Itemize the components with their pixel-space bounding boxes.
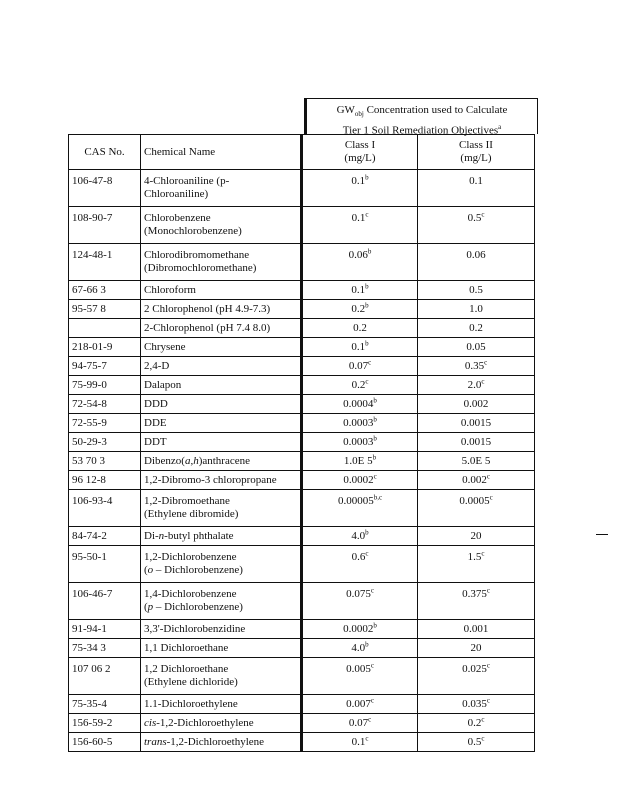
table-row (69, 376, 535, 395)
chemical-name-text: 1,2 Dichloroethane (144, 663, 229, 675)
class1-unit: (mg/L) (344, 152, 376, 164)
cell-cas-number: 124-48-1 (69, 244, 141, 281)
class2-value: 0.0015 (460, 435, 492, 448)
chemical-name-text: Chlorobenzene (144, 212, 211, 224)
cell-class1-value (302, 490, 418, 527)
cell-cas-number: 72-54-8 (69, 395, 141, 414)
class2-footnote: c (486, 695, 490, 704)
cell-chemical-name (141, 658, 302, 695)
class1-value: 1.0E 5 (343, 454, 373, 467)
class2-footnote: c (481, 549, 485, 558)
cell-cas-number: 218-01-9 (69, 338, 141, 357)
class1-footnote: b (367, 247, 372, 256)
class2-value: 2.0 (467, 378, 482, 391)
table-row (69, 639, 535, 658)
chemical-name-text: (Monochlorobenzene) (144, 225, 242, 237)
class1-footnote: b (365, 639, 369, 648)
cell-class2-value (418, 658, 535, 695)
class2-value: 0.2 (469, 321, 483, 334)
table-row (69, 300, 535, 319)
gw-header-text-2: Tier 1 Soil Remediation Objectives (342, 124, 499, 137)
class2-label: Class II (459, 139, 493, 151)
table-row (69, 338, 535, 357)
cell-cas-number: 106-46-7 (69, 583, 141, 620)
class2-value: 0.5 (467, 212, 482, 224)
class1-footnote: b,c (373, 493, 383, 502)
column-header-class1 (302, 135, 418, 170)
chemical-name-italic: a,h (184, 454, 199, 467)
cell-class1-value (302, 300, 418, 319)
class1-footnote: b (373, 433, 377, 442)
cell-class1-value (302, 338, 418, 357)
table-row (69, 452, 535, 471)
table-row (69, 546, 535, 583)
cell-class2-value (418, 319, 535, 338)
chemical-name-line1 (144, 322, 297, 335)
chemical-name-line1 (144, 474, 297, 487)
table-row (69, 244, 535, 281)
chemical-name-line1 (144, 284, 297, 297)
class1-value: 0.075 (346, 588, 371, 600)
cell-chemical-name (141, 338, 302, 357)
cell-cas-number: 50-29-3 (69, 433, 141, 452)
class2-footnote: c (486, 586, 490, 595)
table-row (69, 620, 535, 639)
class1-value: 0.06 (348, 249, 368, 261)
cell-class1-value (302, 414, 418, 433)
class1-value: 0.2 (353, 321, 367, 334)
cell-class2-value (418, 433, 535, 452)
chemical-name-line1 (144, 398, 297, 411)
class1-value: 0.005 (346, 663, 371, 675)
cell-cas-number: 91-94-1 (69, 620, 141, 639)
cell-chemical-name (141, 207, 302, 244)
class2-value: 0.0005 (459, 495, 490, 507)
cell-cas-number: 72-55-9 (69, 414, 141, 433)
cell-class2-value (418, 546, 535, 583)
cell-chemical-name (141, 376, 302, 395)
class1-footnote: c (373, 471, 377, 480)
cell-class1-value (302, 319, 418, 338)
cell-chemical-name (141, 695, 302, 714)
cell-chemical-name (141, 300, 302, 319)
class1-value: 0.2 (351, 378, 366, 391)
cell-cas-number: 84-74-2 (69, 527, 141, 546)
class2-value: 0.001 (463, 622, 489, 635)
cell-chemical-name (141, 281, 302, 300)
gw-header-superscript: a (498, 123, 502, 132)
chemical-name-text: -1,2-Dichloroethylene (166, 735, 265, 748)
class2-value: 1.5 (467, 551, 482, 563)
chemical-name-line2 (144, 225, 297, 238)
chemical-name-text: 1,2-Dibromoethane (144, 495, 230, 507)
class2-value: 0.002 (463, 397, 489, 410)
cell-cas-number: 96 12-8 (69, 471, 141, 490)
column-header-chemical-name: Chemical Name (141, 135, 302, 170)
cell-class2-value (418, 395, 535, 414)
chemical-name-line2 (144, 676, 297, 689)
class1-footnote: b (365, 300, 369, 309)
chemical-name-line2 (144, 188, 297, 201)
chemical-name-text: DDE (144, 416, 167, 429)
class2-value: 0.05 (466, 340, 486, 353)
table-row (69, 319, 535, 338)
chemical-name-line1 (144, 379, 297, 392)
cell-chemical-name (141, 319, 302, 338)
class2-value: 20 (470, 529, 482, 542)
class1-value: 0.1 (351, 175, 366, 187)
class1-footnote: c (368, 714, 372, 723)
class2-value: 0.35 (464, 359, 485, 372)
gw-subscript: obj (354, 110, 364, 119)
class1-footnote: b (365, 281, 369, 290)
gw-label: GW (336, 104, 355, 116)
cell-class2-value (418, 714, 535, 733)
cell-cas-number (69, 319, 141, 338)
cell-class1-value (302, 658, 418, 695)
chemical-name-text: Di- (144, 529, 159, 542)
chemical-name-line1 (144, 212, 297, 225)
margin-mark (596, 534, 608, 535)
cell-chemical-name (141, 357, 302, 376)
cell-class1-value (302, 452, 418, 471)
cell-class2-value (418, 490, 535, 527)
column-header-cas: CAS No. (69, 135, 141, 170)
cell-cas-number: 95-50-1 (69, 546, 141, 583)
column-header-class2 (418, 135, 535, 170)
cell-chemical-name (141, 395, 302, 414)
cell-cas-number: 75-99-0 (69, 376, 141, 395)
cell-chemical-name (141, 620, 302, 639)
class1-value: 0.0002 (343, 473, 374, 486)
table-row (69, 281, 535, 300)
cell-class1-value (302, 433, 418, 452)
chemical-name-line2 (144, 564, 297, 577)
cell-class1-value (302, 583, 418, 620)
class1-footnote: c (365, 210, 369, 219)
cell-class2-value (418, 471, 535, 490)
class1-value: 0.07 (348, 359, 369, 372)
class1-value: 0.1 (351, 283, 366, 296)
cell-class2-value (418, 338, 535, 357)
class1-value: 0.1 (351, 340, 366, 353)
class1-footnote: c (365, 733, 369, 742)
chemical-name-line1 (144, 698, 297, 711)
class2-value: 20 (470, 641, 482, 654)
table-row (69, 527, 535, 546)
chemical-name-line1 (144, 175, 297, 188)
chemical-name-italic: cis (144, 716, 157, 729)
cell-chemical-name (141, 639, 302, 658)
chemical-name-line2 (144, 262, 297, 275)
cell-class2-value (418, 357, 535, 376)
table-header-row (69, 135, 535, 170)
chemical-name-text: Dibenzo( (144, 454, 185, 467)
chemical-name-text: DDT (144, 435, 167, 448)
cell-class2-value (418, 244, 535, 281)
chemical-name-line1 (144, 551, 297, 564)
chemical-name-line2 (144, 508, 297, 521)
cell-class2-value (418, 452, 535, 471)
cell-chemical-name (141, 433, 302, 452)
cell-class1-value (302, 207, 418, 244)
table-row (69, 471, 535, 490)
chemical-name-text: Chlorodibromomethane (144, 249, 250, 261)
class1-value: 0.0002 (343, 622, 374, 635)
class2-footnote: c (481, 714, 485, 723)
cell-chemical-name (141, 546, 302, 583)
cell-class2-value (418, 281, 535, 300)
table-row (69, 733, 535, 752)
chemical-name-text: -butyl phthalate (164, 529, 234, 542)
class1-value: 0.07 (348, 716, 369, 729)
chemical-name-text: ( (144, 564, 148, 576)
chemical-name-line1 (144, 717, 297, 730)
chemical-name-line1 (144, 642, 297, 655)
table-row (69, 658, 535, 695)
chemical-name-text: 2,4-D (144, 359, 170, 372)
chemical-name-text: (Ethylene dichloride) (144, 676, 238, 688)
chemical-name-text: 1.1-Dichloroethylene (144, 697, 238, 710)
chemical-name-line1 (144, 495, 297, 508)
cell-chemical-name (141, 733, 302, 752)
cell-cas-number: 156-60-5 (69, 733, 141, 752)
class1-footnote: c (370, 695, 374, 704)
cell-cas-number: 75-34 3 (69, 639, 141, 658)
chemical-name-text: (Dibromochloromethane) (144, 262, 257, 274)
class2-value: 0.2 (467, 716, 482, 729)
chemical-name-line1 (144, 249, 297, 262)
chemical-name-text: Chloroaniline) (144, 188, 209, 200)
class1-footnote: c (370, 661, 374, 670)
cell-chemical-name (141, 583, 302, 620)
cell-cas-number: 67-66 3 (69, 281, 141, 300)
chemical-name-text: – Dichlorobenzene) (153, 601, 243, 613)
class2-unit: (mg/L) (460, 152, 492, 164)
chemical-name-line1 (144, 530, 297, 543)
cell-chemical-name (141, 527, 302, 546)
class2-value: 0.0015 (460, 416, 492, 429)
class2-value: 1.0 (469, 302, 483, 315)
chemical-name-line1 (144, 303, 297, 316)
cell-class2-value (418, 414, 535, 433)
remediation-objectives-table (68, 134, 535, 752)
gw-header-text: Concentration used to Calculate (363, 104, 508, 116)
class1-value: 0.007 (346, 697, 371, 710)
class2-footnote: c (486, 661, 490, 670)
class1-value: 0.0003 (343, 435, 374, 448)
class1-value: 0.2 (351, 302, 366, 315)
chemical-name-text: 1,4-Dichlorobenzene (144, 588, 237, 600)
chemical-name-italic: o (147, 564, 154, 576)
class2-value: 0.1 (469, 175, 483, 187)
chemical-name-text: 1,2-Dichlorobenzene (144, 551, 237, 563)
table-row (69, 433, 535, 452)
chemical-name-text: – Dichlorobenzene) (153, 564, 243, 576)
table-row (69, 357, 535, 376)
cell-class2-value (418, 207, 535, 244)
cell-chemical-name (141, 714, 302, 733)
chemical-name-line2 (144, 601, 297, 614)
chemical-name-line1 (144, 588, 297, 601)
cell-class1-value (302, 714, 418, 733)
cell-cas-number: 75-35-4 (69, 695, 141, 714)
cell-class1-value (302, 733, 418, 752)
chemical-name-text: Chrysene (144, 340, 186, 353)
class2-footnote: c (486, 471, 490, 480)
cell-chemical-name (141, 471, 302, 490)
class2-value: 5.0E 5 (461, 454, 491, 467)
class1-footnote: b (373, 414, 377, 423)
chemical-name-line1 (144, 455, 297, 468)
cell-chemical-name (141, 414, 302, 433)
table-row (69, 695, 535, 714)
cell-class1-value (302, 471, 418, 490)
chemical-name-line1 (144, 736, 297, 749)
cell-class2-value (418, 733, 535, 752)
chemical-name-line1 (144, 360, 297, 373)
chemical-name-text: DDD (144, 397, 168, 410)
table-row (69, 714, 535, 733)
table-row (69, 414, 535, 433)
cell-chemical-name (141, 490, 302, 527)
class1-footnote: b (373, 395, 377, 404)
class1-value: 0.6 (351, 551, 366, 563)
class2-value: 0.035 (462, 697, 487, 710)
class2-footnote: c (489, 493, 493, 502)
class2-value: 0.375 (462, 588, 487, 600)
class2-footnote: c (481, 210, 485, 219)
cell-class1-value (302, 639, 418, 658)
class2-footnote: c (481, 733, 485, 742)
class2-value: 0.002 (462, 473, 487, 486)
class2-value: 0.5 (469, 283, 483, 296)
gw-concentration-header (304, 98, 538, 137)
class2-footnote: c (481, 376, 485, 385)
class2-value: 0.06 (466, 249, 486, 261)
chemical-name-text: -1,2-Dichloroethylene (156, 716, 254, 729)
cell-cas-number: 53 70 3 (69, 452, 141, 471)
class2-footnote: c (484, 357, 488, 366)
chemical-name-line1 (144, 663, 297, 676)
chemical-name-text: 4-Chloroaniline (p- (144, 175, 230, 187)
class1-label: Class I (344, 139, 376, 151)
cell-class1-value (302, 281, 418, 300)
chemical-name-text: (Ethylene dibromide) (144, 508, 239, 520)
chemical-name-line1 (144, 623, 297, 636)
cell-cas-number: 106-47-8 (69, 170, 141, 207)
chemical-name-text: Chloroform (144, 283, 196, 296)
cell-cas-number: 156-59-2 (69, 714, 141, 733)
cell-chemical-name (141, 452, 302, 471)
cell-class1-value (302, 395, 418, 414)
cell-class1-value (302, 170, 418, 207)
chemical-name-text: Dalapon (144, 378, 182, 391)
cell-cas-number: 108-90-7 (69, 207, 141, 244)
chemical-name-line1 (144, 341, 297, 354)
class1-footnote: c (368, 357, 372, 366)
cell-chemical-name (141, 170, 302, 207)
class2-value: 0.5 (467, 735, 482, 748)
cell-class1-value (302, 357, 418, 376)
class2-value: 0.025 (462, 663, 487, 675)
table-row (69, 170, 535, 207)
table-body (69, 170, 535, 752)
cell-cas-number: 94-75-7 (69, 357, 141, 376)
cell-cas-number: 95-57 8 (69, 300, 141, 319)
table-row (69, 583, 535, 620)
class1-value: 4.0 (351, 641, 366, 654)
class1-footnote: b (365, 527, 369, 536)
cell-class2-value (418, 620, 535, 639)
chemical-name-line1 (144, 436, 297, 449)
cell-class1-value (302, 620, 418, 639)
class1-value: 0.1 (351, 212, 366, 224)
chemical-name-italic: trans (144, 735, 167, 748)
class1-value: 0.1 (351, 735, 366, 748)
class1-footnote: b (365, 173, 369, 182)
gw-header-line1 (307, 104, 537, 121)
cell-class1-value (302, 546, 418, 583)
class1-footnote: b (365, 338, 369, 347)
cell-class2-value (418, 170, 535, 207)
cell-class2-value (418, 300, 535, 319)
table-row (69, 395, 535, 414)
class1-value: 0.0003 (343, 416, 374, 429)
table-row (69, 207, 535, 244)
chemical-name-line1 (144, 417, 297, 430)
chemical-name-text: 3,3'-Dichlorobenzidine (144, 622, 246, 635)
chemical-name-text: 1,2-Dibromo-3 chloropropane (144, 473, 277, 486)
cell-class1-value (302, 376, 418, 395)
cell-class2-value (418, 639, 535, 658)
cell-class2-value (418, 376, 535, 395)
cell-cas-number: 106-93-4 (69, 490, 141, 527)
chemical-name-text: 1,1 Dichloroethane (144, 641, 229, 654)
class1-footnote: c (370, 586, 374, 595)
class1-footnote: c (365, 376, 369, 385)
cell-class2-value (418, 583, 535, 620)
table-row (69, 490, 535, 527)
chemical-name-italic: p (147, 601, 154, 613)
class1-footnote: b (373, 620, 377, 629)
cell-class2-value (418, 527, 535, 546)
chemical-name-text: )anthracene (198, 454, 250, 467)
class1-value: 0.0004 (343, 397, 374, 410)
cell-chemical-name (141, 244, 302, 281)
chemical-name-italic: n (158, 529, 165, 542)
chemical-name-text: ( (144, 601, 148, 613)
class1-footnote: c (365, 549, 369, 558)
class1-value: 4.0 (351, 529, 366, 542)
cell-class2-value (418, 695, 535, 714)
chemical-name-text: 2 Chlorophenol (pH 4.9-7.3) (144, 302, 271, 315)
cell-class1-value (302, 695, 418, 714)
class1-value: 0.00005 (337, 495, 374, 507)
cell-cas-number: 107 06 2 (69, 658, 141, 695)
cell-class1-value (302, 244, 418, 281)
cell-class1-value (302, 527, 418, 546)
chemical-name-text: 2-Chlorophenol (pH 7.4 8.0) (144, 321, 271, 334)
class1-footnote: b (372, 452, 377, 461)
